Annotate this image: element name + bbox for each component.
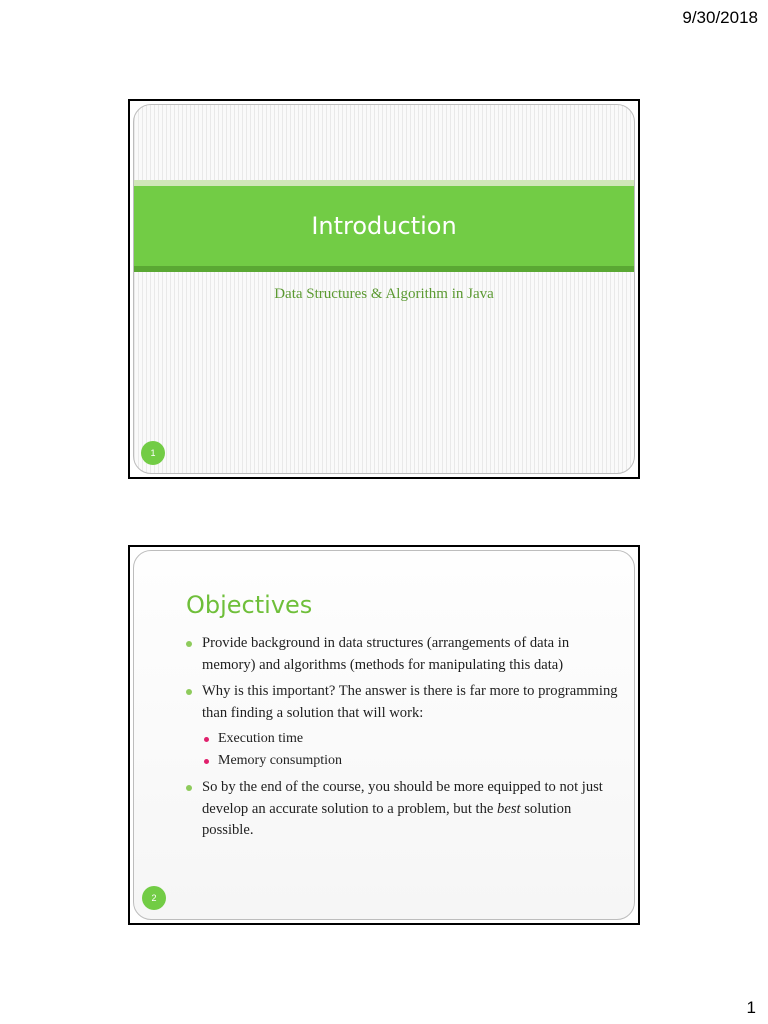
- title-stripe-bottom: [134, 266, 634, 272]
- bullet-text: Provide background in data structures (arrangements of data in memory) and algorithms (methods for manipulating this data): [202, 635, 570, 673]
- slide-heading: Objectives: [186, 591, 313, 619]
- slide-1-thumbnail: [128, 99, 640, 479]
- bullet-text: Why is this important? The answer is there is far more to programming than finding a solution that will work:: [202, 683, 618, 721]
- slide-1-content: [133, 104, 635, 474]
- slide-2-thumbnail: [128, 545, 640, 925]
- bullet-text: solution possible.: [202, 800, 572, 838]
- slide-subtitle: Data Structures & Algorithm in Java: [274, 286, 494, 302]
- slide-title: Introduction: [311, 212, 457, 240]
- slide-number-badge: 2: [142, 886, 166, 910]
- sub-bullet-item: Memory consumption: [202, 750, 624, 772]
- sub-bullet-list: [202, 728, 624, 772]
- emphasis-text: best: [497, 800, 521, 817]
- page-number: 1: [746, 998, 756, 1017]
- bullet-list: [184, 633, 624, 847]
- slide-2-content: [133, 550, 635, 920]
- bullet-item: [184, 681, 624, 772]
- sub-bullet-item: Execution time: [202, 728, 624, 750]
- title-band: [134, 186, 634, 266]
- bullet-item: [184, 777, 624, 842]
- bullet-item: [184, 633, 624, 676]
- page-date: 9/30/2018: [682, 8, 758, 27]
- slide-number-badge: 1: [141, 441, 165, 465]
- bullet-text: So by the end of the course, you should be more equipped to not just develop an accurate solution to a problem, but the: [202, 779, 603, 817]
